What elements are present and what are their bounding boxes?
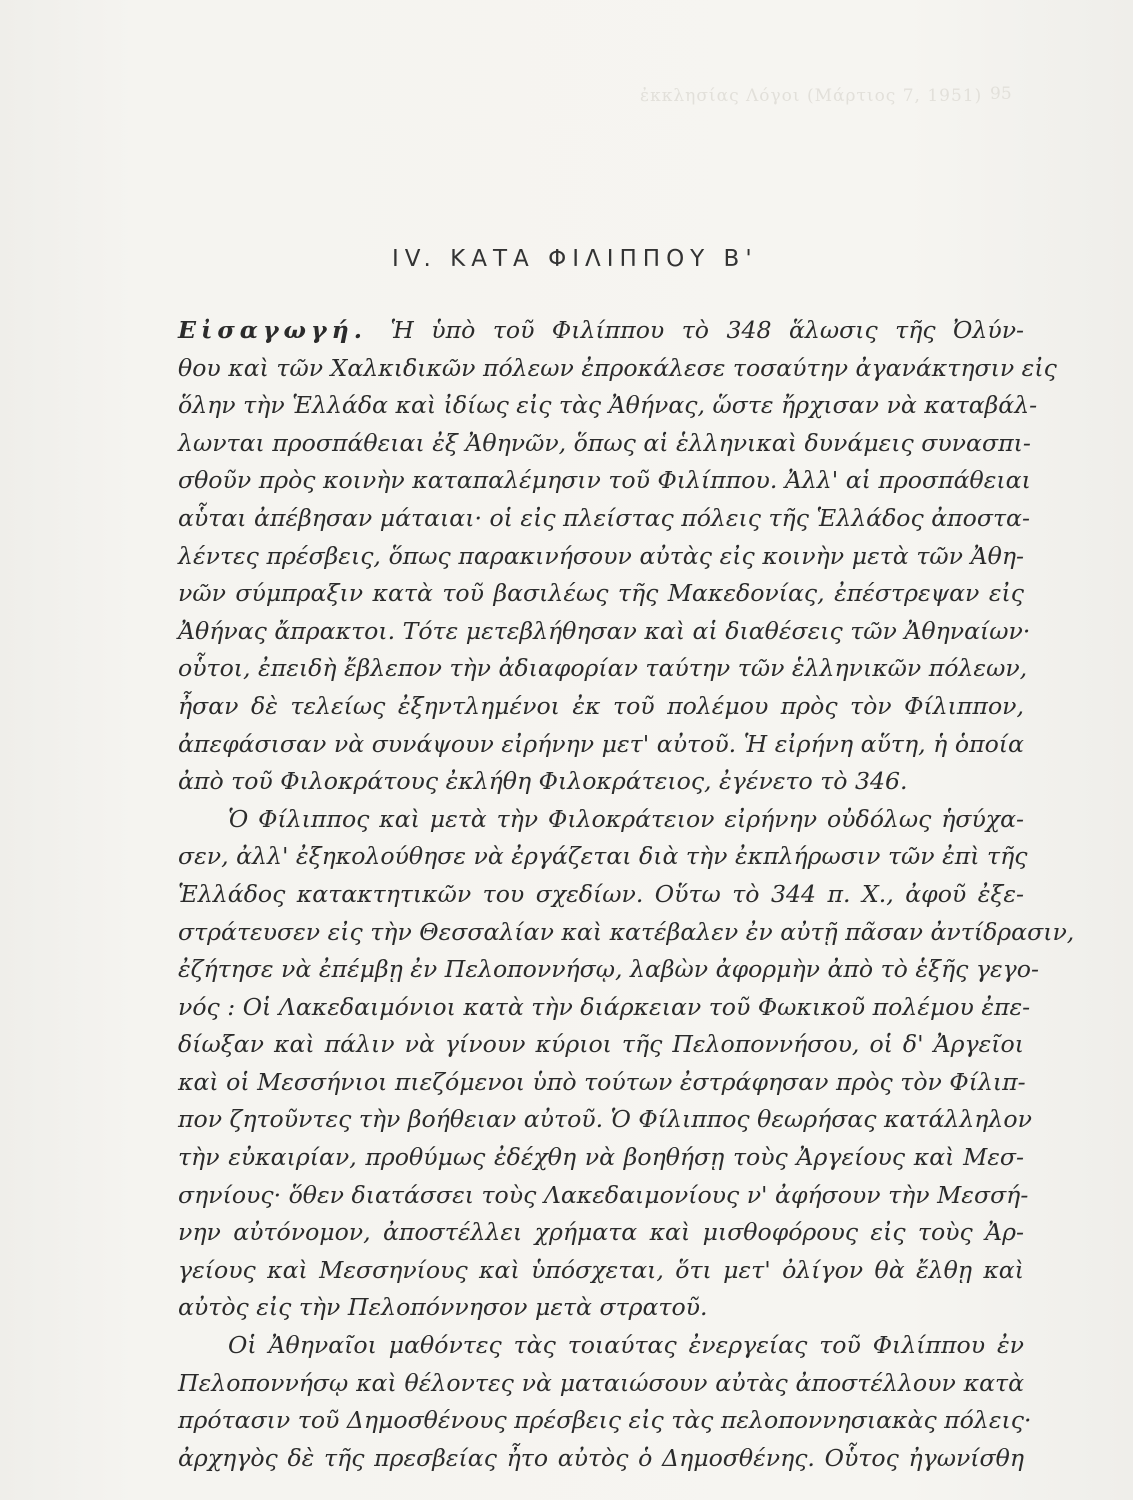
text-line: θου καὶ τῶν Χαλκιδικῶν πόλεων ἐπροκάλεσε τοσαύτην ἀγανάκτησιν εἰς (178, 353, 1057, 382)
text-line: τὴν εὐκαιρίαν, προθύμως ἐδέχθη νὰ βοηθήσῃ τοὺς Ἀργείους καὶ Μεσ- (178, 1143, 1024, 1172)
text-line: στράτευσεν εἰς τὴν Θεσσαλίαν καὶ κατέβαλεν ἐν αὐτῇ πᾶσαν ἀντίδρασιν, (178, 917, 1075, 946)
text-line: ἀρχηγὸς δὲ τῆς πρεσβείας ἦτο αὐτὸς ὁ Δημοσθένης. Οὗτος ἠγωνίσθη (178, 1443, 1024, 1472)
section-heading: IV. ΚΑΤΑ ΦΙΛΙΠΠΟΥ Β' (392, 246, 758, 272)
intro-label: Εἰσαγωγή. (178, 316, 367, 344)
text-line: ἀπὸ τοῦ Φιλοκράτους ἐκλήθη Φιλοκράτειος, ἐγένετο τὸ 346. (178, 767, 908, 796)
text-line: ἐζήτησε νὰ ἐπέμβῃ ἐν Πελοποννήσῳ, λαβὼν ἀφορμὴν ἀπὸ τὸ ἑξῆς γεγο- (178, 955, 1039, 984)
text-line: σηνίους· ὅθεν διατάσσει τοὺς Λακεδαιμονίους ν' ἀφήσουν τὴν Μεσσή- (178, 1180, 1029, 1209)
text-line: πον ζητοῦντες τὴν βοήθειαν αὐτοῦ. Ὁ Φίλιππος θεωρήσας κατάλληλον (178, 1105, 1032, 1134)
text-line: Εἰσαγωγή. Ἡ ὑπὸ τοῦ Φιλίππου τὸ 348 ἅλωσις τῆς Ὀλύν- (178, 316, 1025, 344)
text-line: Πελοποννήσῳ καὶ θέλοντες νὰ ματαιώσουν αὐτὰς ἀποστέλλουν κατὰ (178, 1368, 1024, 1397)
bleed-through-page-number: 95 (990, 84, 1012, 104)
body-text (178, 312, 1075, 1477)
text-line: αὐτὸς εἰς τὴν Πελοπόννησον μετὰ στρατοῦ. (178, 1293, 708, 1322)
text-line: ἦσαν δὲ τελείως ἐξηντλημένοι ἐκ τοῦ πολέμου πρὸς τὸν Φίλιππον, (178, 691, 1024, 720)
text-line: Ὁ Φίλιππος καὶ μετὰ τὴν Φιλοκράτειον εἰρήνην οὐδόλως ἡσύχα- (228, 804, 1024, 833)
text-line: νός : Οἱ Λακεδαιμόνιοι κατὰ τὴν διάρκειαν τοῦ Φωκικοῦ πολέμου ἐπε- (178, 992, 1031, 1021)
text-line: ὅλην τὴν Ἑλλάδα καὶ ἰδίως εἰς τὰς Ἀθήνας, ὥστε ἤρχισαν νὰ καταβάλ- (178, 391, 1038, 420)
text-line: νην αὐτόνομον, ἀποστέλλει χρήματα καὶ μισθοφόρους εἰς τοὺς Ἀρ- (178, 1218, 1024, 1247)
text-line: Ἀθήνας ἄπρακτοι. Τότε μετεβλήθησαν καὶ αἱ διαθέσεις τῶν Ἀθηναίων· (178, 616, 1031, 645)
text-line: οὗτοι, ἐπειδὴ ἔβλεπον τὴν ἀδιαφορίαν ταύτην τῶν ἑλληνικῶν πόλεων, (178, 654, 1028, 683)
text-line: δίωξαν καὶ πάλιν νὰ γίνουν κύριοι τῆς Πελοποννήσου, οἱ δ' Ἀργεῖοι (178, 1030, 1024, 1059)
bleed-through-header: ἐκκλησίας Λόγοι (Μάρτιος 7, 1951) (640, 86, 983, 106)
text-line: σθοῦν πρὸς κοινὴν καταπαλέμησιν τοῦ Φιλίππου. Ἀλλ' αἱ προσπάθειαι (178, 466, 1031, 495)
text-line: πρότασιν τοῦ Δημοσθένους πρέσβεις εἰς τὰς πελοποννησιακὰς πόλεις· (178, 1406, 1032, 1435)
text-line: λέντες πρέσβεις, ὅπως παρακινήσουν αὐτὰς εἰς κοινὴν μετὰ τῶν Ἀθη- (178, 541, 1024, 570)
text-line: σεν, ἀλλ' ἐξηκολούθησε νὰ ἐργάζεται διὰ τὴν ἐκπλήρωσιν τῶν ἐπὶ τῆς (178, 842, 1028, 871)
text-line: νῶν σύμπραξιν κατὰ τοῦ βασιλέως τῆς Μακεδονίας, ἐπέστρεψαν εἰς (178, 579, 1024, 608)
text-line: γείους καὶ Μεσσηνίους καὶ ὑπόσχεται, ὅτι μετ' ὀλίγον θὰ ἔλθῃ καὶ (178, 1255, 1024, 1284)
text-line: Οἱ Ἀθηναῖοι μαθόντες τὰς τοιαύτας ἐνεργείας τοῦ Φιλίππου ἐν (228, 1331, 1024, 1360)
text-line: καὶ οἱ Μεσσήνιοι πιεζόμενοι ὑπὸ τούτων ἐστράφησαν πρὸς τὸν Φίλιπ- (178, 1067, 1026, 1096)
text-line: Ἑλλάδος κατακτητικῶν του σχεδίων. Οὕτω τὸ 344 π. Χ., ἀφοῦ ἐξε- (178, 879, 1024, 908)
text-line: αὗται ἀπέβησαν μάταιαι· οἱ εἰς πλείστας πόλεις τῆς Ἑλλάδος ἀποστα- (178, 503, 1030, 532)
text-line: λωνται προσπάθειαι ἐξ Ἀθηνῶν, ὅπως αἱ ἑλληνικαὶ δυνάμεις συνασπι- (178, 428, 1031, 457)
text-line: ἀπεφάσισαν νὰ συνάψουν εἰρήνην μετ' αὐτοῦ. Ἡ εἰρήνη αὕτη, ἡ ὁποία (178, 729, 1024, 758)
